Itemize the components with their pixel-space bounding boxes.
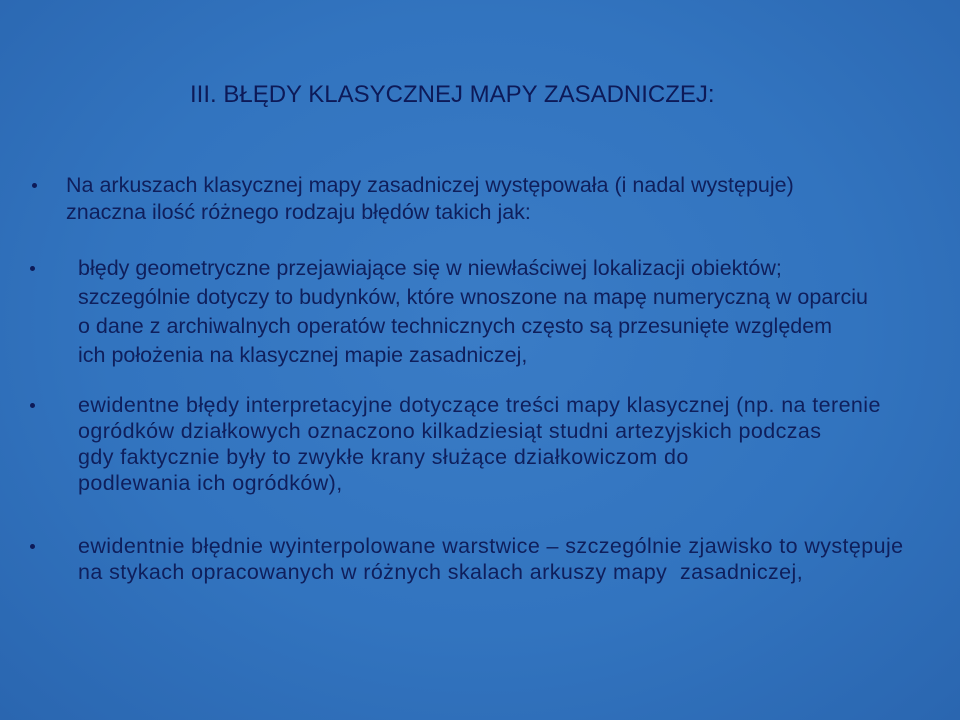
text-line: ewidentnie błędnie wyinterpolowane warstwice – szczególnie zjawisko to występuje <box>78 534 904 558</box>
text-line: Na arkuszach klasycznej mapy zasadniczej występowała (i nadal występuje) <box>66 173 794 197</box>
bullet-text <box>78 254 868 370</box>
bullet-dot-icon <box>30 403 35 408</box>
text-line: gdy faktycznie były to zwykłe krany służące działkowiczom do <box>78 445 689 469</box>
text-line: podlewania ich ogródków), <box>78 471 343 495</box>
text-line: znaczna ilość różnego rodzaju błędów takich jak: <box>66 200 531 224</box>
text-line: szczególnie dotyczy to budynków, które wnoszone na mapę numeryczną w oparciu <box>78 285 868 309</box>
text-line: na stykach opracowanych w różnych skalach arkuszy mapy zasadniczej, <box>78 560 804 584</box>
bullet-dot-icon <box>32 183 37 188</box>
slide-title: III. BŁĘDY KLASYCZNEJ MAPY ZASADNICZEJ: <box>190 81 715 108</box>
bullet-dot-icon <box>30 266 35 271</box>
text-line: ogródków działkowych oznaczono kilkadziesiąt studni artezyjskich podczas <box>78 419 822 443</box>
text-line: o dane z archiwalnych operatów technicznych często są przesunięte względem <box>78 314 833 338</box>
bullet-text <box>66 172 794 226</box>
text-line: ich położenia na klasycznej mapie zasadniczej, <box>78 343 528 367</box>
bullet-text <box>78 392 881 496</box>
bullet-dot-icon <box>30 544 35 549</box>
text-line: ewidentne błędy interpretacyjne dotyczące treści mapy klasycznej (np. na terenie <box>78 393 881 417</box>
text-line: błędy geometryczne przejawiające się w niewłaściwej lokalizacji obiektów; <box>78 256 782 280</box>
bullet-text <box>78 533 904 585</box>
